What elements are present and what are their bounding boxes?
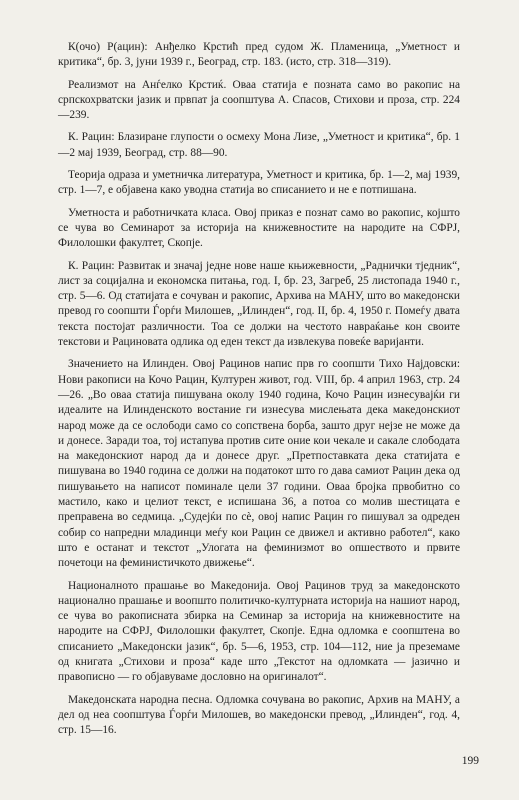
page-number: 199	[461, 755, 479, 767]
note-entry: Реализмот на Анѓелко Крстиќ. Оваа статија е позната само во ракопис на српскохрватски јазик и првпат ја соопштува А. Спасов, Стихови и проза, стр. 224—239.	[58, 78, 460, 122]
note-entry: Теорија одраза и уметничка литература, Уметност и критика, бр. 1—2, мај 1939, стр. 1—7, е објавена како уводна статија во списанието и не е потпишана.	[58, 169, 460, 197]
note-entry: Значението на Илинден. Овој Рацинов напис прв го соопшти Тихо Најдовски: Нови ракописи на Кочо Рацин, Културен живот, год. VIII, бр. 4 април 1963, стр. 24—26. „Во оваа статија пишувана околу 1940 година, Кочо Рацин изнесувајќи ги идеалите на Илинденското востание ги изнесува мислењата дека македонскиот народ може да се ослободи само со сопствена борба, зашто друг нејзе не може да и донесе. Заради тоа, тој истапува против сите оние кои чекале и сакале слободата на македонскиот народ да и донесе друг. „Претпоставката дека статијата е пишувана во 1940 година се должи на податокот што го дава самиот Рацин дека од пишувањето на написот поминале цели 37 години. Оваа бројка првобитно со мастило, како и целиот текст, е испишана 36, а потоа со молив шестицата е преправена во седмица. „Судејќи по сè, овој напис Рацин го пишувал за одреден собир со напредни младинци меѓу кои Рацин се движел и активно работел“, како што е останат и текстот „Улогата на феминизмот во опшеството и првите почетоци на феминистичкото движење“.	[58, 358, 460, 570]
note-entry: Уметноста и работничката класа. Овој приказ е познат само во ракопис, којшто се чува во Семинарот за историја на книжевностите на народите на СФРЈ, Филолошки факултет, Скопје.	[58, 206, 460, 250]
note-entry: К(очо) Р(ацин): Анђелко Крстић пред судом Ж. Пламеница, „Уметност и критика“, бр. 3, јуни 1939 г., Београд, стр. 183. (исто, стр. 318—319).	[58, 41, 460, 69]
notes-list	[58, 40, 460, 745]
note-entry: Македонската народна песна. Одломка сочувана во ракопис, Архив на МАНУ, а дел од неа соопштува Ѓорѓи Милошев, во македонски превод, „Илинден“, год. 4, стр. 15—16.	[58, 693, 460, 737]
note-entry: К. Рацин: Блазиране глупости о осмеху Мона Лизе, „Уметност и критика“, бр. 1—2 мај 1939, Београд, стр. 88—90.	[58, 131, 460, 159]
note-entry: Националното прашање во Македонија. Овој Рацинов труд за македонското национално прашање и воопшто политичко-културната историја на нашиот народ, се чува во ракописната збирка на Семинар за историја на книжевностите на народите на СФРЈ, Филолошки факултет, Скопје. Една одломка е соопштена во списанието „Македонски јазик“, бр. 5—6, 1953, стр. 104—112, ние ја преземаме од книгата „Стихови и проза“ каде што „Текстот на одломката — јазично и правописно — го објавуваме дословно на оригиналот“.	[58, 579, 460, 684]
note-entry: К. Рацин: Развитак и значај једне нове наше књижевности, „Раднички тједник“, лист за социјална и економска питања, год. I, бр. 23, Загреб, 25 листопада 1940 г., стр. 5—6. Од статијата е сочуван и ракопис, Архива на МАНУ, што во македонски превод го соопшти Ѓорѓи Милошев, „Илинден“, год. II, бр. 4, 1950 г. Помеѓу двата текста постојат различности. Тоа се должи на честото навраќање кон своите текстови и Рациновата одлика од еден текст да извлекува повеќе варијанти.	[58, 259, 460, 349]
